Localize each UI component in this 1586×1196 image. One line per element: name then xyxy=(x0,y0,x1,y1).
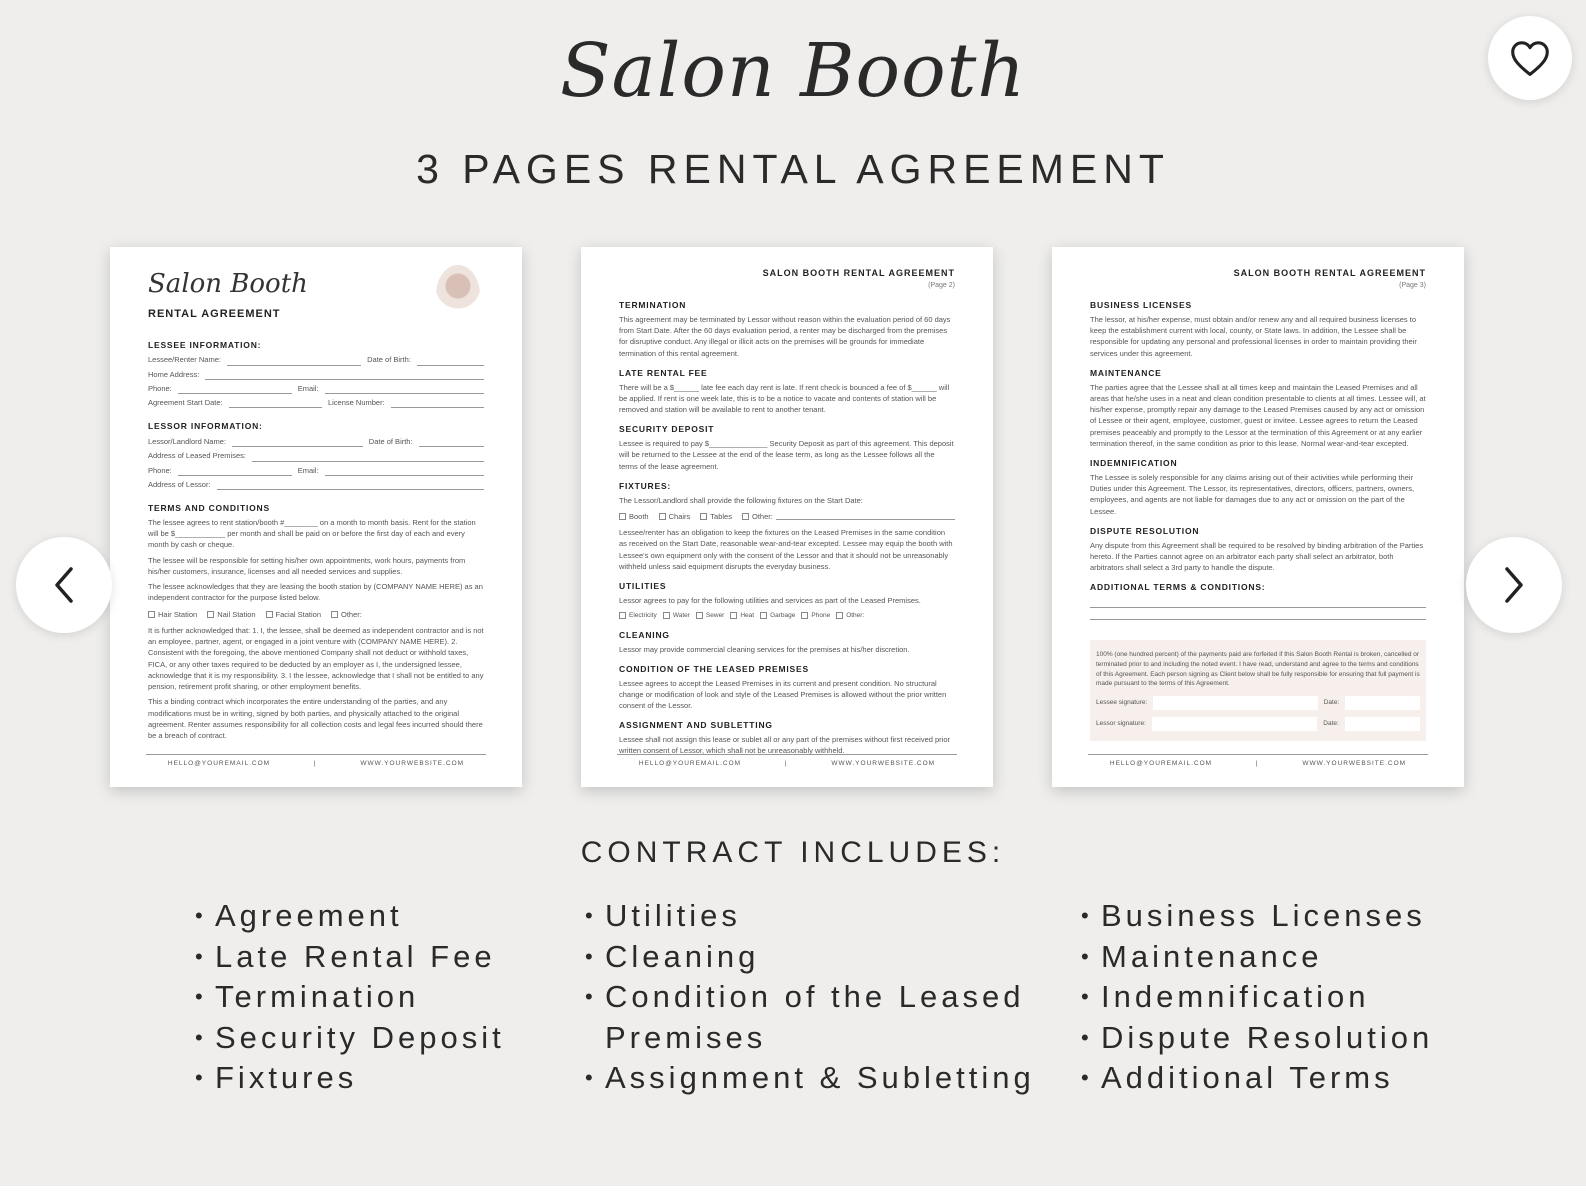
section-text: The Lessee is solely responsible for any claims arising out of their activities while performing their Duties under this Agreement. The Lessor, its representatives, directors, officers, partners, owners, employees, and agents are not liable for damages due to any act or omission on the part of the Lessee. xyxy=(1090,472,1415,516)
lessee-signature-label: Lessee signature: xyxy=(1096,699,1148,707)
footer-separator: | xyxy=(784,760,788,768)
signature-box xyxy=(1090,640,1426,741)
field-label: Address of Leased Premises: xyxy=(148,451,246,461)
section-heading: UTILITIES xyxy=(619,581,667,591)
page1-title: RENTAL AGREEMENT xyxy=(148,308,281,320)
list-item: • Business Licenses xyxy=(1081,896,1433,937)
terms-paragraph: It is further acknowledged that: 1. I, the lessee, shall be deemed as independent contractor and is not an employee, partner, agent, or engaged in a joint venture with (COMPANY NAME HERE). 2. Consistent with the foregoing, the above mentioned Company shall not deduct or withhold taxes, FICA, or any other taxes required to be deducted by an employer as I, the undersigned lessee, acknowledge that it is my responsibility. 3. I the lessee, acknowledge that I shall not be entitled to any pension, retirement profit sharing, or other employment benefits. xyxy=(148,625,484,691)
forfeit-text: 100% (one hundred percent) of the payments paid are forfeited if this Salon Booth Rental is broken, cancelled or terminated prior to and including the noted event. I have read, understand and agree to the terms and conditions of this Agreement. Each person signing as Client below shall be fully responsible for ensuring that full payment is made pursuant to the terms of this Agreement. xyxy=(1096,651,1420,688)
field-label: License Number: xyxy=(327,398,385,407)
includes-list-3 xyxy=(1081,896,1433,1099)
section-text: There will be a $______ late fee each day rent is late. If rent check is bounced a fee of $______ will be applied. If rent is one week late, this is to be a notice to vacate and contents of station will be removed and station will be available to rent to another tenant. xyxy=(619,382,950,414)
list-item: • Condition of the Leased xyxy=(585,977,1035,1018)
section-text: The lessor, at his/her expense, must obtain and/or renew any and all required business licenses to keep the establishment current with local, county, or State laws. In addition, the Lessee shall be responsible for updating any personal and professional licenses in order to maintain providing their services under this agreement. xyxy=(1090,314,1417,358)
section-heading: BUSINESS LICENSES xyxy=(1090,300,1192,310)
terms-paragraph: The lessee will be responsible for setting his/her own appointments, work hours, payments from his/her customers, insurance, licenses and all needed services and supplies. xyxy=(148,555,466,576)
page-footer xyxy=(617,754,957,769)
contract-includes-title: CONTRACT INCLUDES: xyxy=(580,836,1006,869)
list-item: • Maintenance xyxy=(1081,937,1433,978)
list-item-continuation: Premises xyxy=(605,1019,767,1055)
heart-icon xyxy=(1509,39,1551,77)
list-item: • Additional Terms xyxy=(1081,1058,1433,1099)
terms-paragraph: The lessee acknowledges that they are leasing the booth station by (COMPANY NAME HERE) as an independent contractor for the purpose listed below. xyxy=(148,582,483,603)
footer-separator: | xyxy=(313,760,317,768)
floral-illustration xyxy=(436,265,480,325)
list-item: • Cleaning xyxy=(585,937,1035,978)
checkbox-other: Other: xyxy=(742,511,955,522)
section-heading: CLEANING xyxy=(619,629,670,640)
list-item: • Late Rental Fee xyxy=(195,937,505,978)
list-item: • Indemnification xyxy=(1081,977,1433,1018)
section-heading: ADDITIONAL TERMS & CONDITIONS: xyxy=(1090,582,1266,593)
field-label: Email: xyxy=(297,465,319,475)
checkbox-facial-station: Facial Station xyxy=(266,609,321,620)
page3-number: (Page 3) xyxy=(1399,281,1426,289)
terms-paragraph: This a binding contract which incorporates the entire understanding of the parties, and any modifications must be in writing, signed by both parties, and physically attached to the original agreement. Renter assumes responsibility for all collection costs and legal fees incurred should there be a breach of contract. xyxy=(148,697,483,740)
section-text: The Lessor/Landlord shall provide the following fixtures on the Start Date: xyxy=(619,495,863,505)
section-heading: MAINTENANCE xyxy=(1090,367,1162,378)
section-text: Lessee is required to pay $______________ Security Deposit as part of this agreement. This deposit will be returned to the Lessee at the end of the lease term, as long as the Lessee follows all the terms of the lease agreement. xyxy=(619,439,954,471)
chevron-right-icon xyxy=(1499,565,1529,605)
previous-image-button[interactable] xyxy=(16,537,112,633)
field-label: Email: xyxy=(297,383,319,393)
list-item: • Utilities xyxy=(585,896,1035,937)
agreement-page-1 xyxy=(110,247,522,787)
terms-heading: TERMS AND CONDITIONS xyxy=(148,503,270,513)
blank-line xyxy=(1090,596,1426,608)
lessee-info-heading: LESSEE INFORMATION: xyxy=(148,339,262,350)
section-heading: TERMINATION xyxy=(619,300,687,310)
agreement-page-3 xyxy=(1052,247,1464,787)
footer-website: WWW.YOURWEBSITE.COM xyxy=(831,760,936,768)
date-label: Date: xyxy=(1323,720,1339,728)
checkbox-electricity: Electricity xyxy=(619,611,657,621)
lessor-info-heading: LESSOR INFORMATION: xyxy=(148,421,263,432)
favorite-button[interactable] xyxy=(1488,16,1572,100)
checkbox-tables: Tables xyxy=(700,511,732,522)
section-text: Lessee/renter has an obligation to keep the fixtures on the Leased Premises in the same condition as received on the Start Date, reasonable wear-and-tear excepted. Lessee may equip the booth with Lessee's own equipment only with the consent of the Lessor and that it should not be unreasonably withheld unless said equipment disrupts the everyday business. xyxy=(619,528,953,571)
checkbox-booth: Booth xyxy=(619,511,649,522)
checkbox-garbage: Garbage xyxy=(760,611,795,621)
checkbox-phone: Phone xyxy=(801,611,830,621)
section-text: This agreement may be terminated by Lessor without reason within the evaluation period of 60 days from Start Date. After the 60 days evaluation period, a renter may be discharged from the premises for disruptive conduct. Any illegal or illicit acts on the premises will be grounds for immediate termination of this rental agreement. xyxy=(619,314,951,358)
date-label: Date: xyxy=(1323,699,1340,707)
page-title: 3 PAGES RENTAL AGREEMENT xyxy=(416,146,1170,192)
section-text: Any dispute from this Agreement shall be required to be resolved by binding arbitration of the Parties hereto. If the Parties cannot agree on an arbitrator each party shall select an arbitrator, both arbitrators shall select a 3rd party to handle the dispute. xyxy=(1090,540,1424,572)
list-item: • Fixtures xyxy=(195,1058,505,1099)
blank-line xyxy=(1090,608,1426,620)
checkbox-water: Water xyxy=(663,611,690,621)
field-label: Phone: xyxy=(148,465,172,475)
checkbox-heat: Heat xyxy=(730,611,754,621)
list-item: • Termination xyxy=(195,977,505,1018)
footer-email: HELLO@YOUREMAIL.COM xyxy=(167,760,271,768)
section-heading: DISPUTE RESOLUTION xyxy=(1090,525,1200,536)
section-heading: SECURITY DEPOSIT xyxy=(619,424,715,435)
section-text: Lessor agrees to pay for the following utilities and services as part of the Leased Premises. xyxy=(619,595,921,605)
page2-heading: SALON BOOTH RENTAL AGREEMENT xyxy=(762,268,955,278)
terms-paragraph: The lessee agrees to rent station/booth #________ on a month to month basis. Rent for the station will be $____________ per month and shall be paid on or before the first day of each and every month by cash or cheque. xyxy=(148,517,476,550)
checkbox-other: Other: xyxy=(836,611,864,621)
chevron-left-icon xyxy=(49,565,79,605)
field-label: Home Address: xyxy=(148,369,200,379)
footer-email: HELLO@YOUREMAIL.COM xyxy=(1109,760,1213,768)
footer-website: WWW.YOURWEBSITE.COM xyxy=(1302,760,1407,768)
field-label: Phone: xyxy=(148,383,172,393)
field-label: Date of Birth: xyxy=(367,355,411,365)
list-item: • Security Deposit xyxy=(195,1018,505,1059)
section-text: Lessee shall not assign this lease or sublet all or any part of the premises without first received prior written consent of Lessor, which shall not be unreasonably withheld. xyxy=(619,735,950,756)
list-item: • Agreement xyxy=(195,896,505,937)
page1-script-title: Salon Booth xyxy=(148,269,308,299)
footer-separator: | xyxy=(1255,760,1259,768)
lessor-signature-label: Lessor signature: xyxy=(1096,720,1146,728)
footer-website: WWW.YOURWEBSITE.COM xyxy=(360,760,465,768)
field-label: Lessor/Landlord Name: xyxy=(148,437,226,446)
date-field xyxy=(1345,717,1420,731)
section-text: Lessee agrees to accept the Leased Premises in its current and present condition. No structural change or modification of look and style of the Leased Premises is allowed without the prior written consent of the Lessor. xyxy=(619,678,947,710)
field-label: Lessee/Renter Name: xyxy=(148,355,221,365)
section-heading: FIXTURES: xyxy=(619,480,672,491)
page2-number: (Page 2) xyxy=(928,281,955,289)
agreement-page-2 xyxy=(581,247,993,787)
section-heading: ASSIGNMENT AND SUBLETTING xyxy=(619,720,773,731)
list-item: • Assignment & Subletting xyxy=(585,1058,1035,1099)
section-heading: INDEMNIFICATION xyxy=(1090,458,1178,468)
section-text: Lessor may provide commercial cleaning services for the premises at his/her discretion. xyxy=(619,644,910,654)
next-image-button[interactable] xyxy=(1466,537,1562,633)
date-field xyxy=(1345,696,1420,710)
section-heading: CONDITION OF THE LEASED PREMISES xyxy=(619,663,809,674)
page-footer xyxy=(1088,754,1428,769)
field-label: Address of Lessor: xyxy=(148,479,211,489)
field-label: Date of Birth: xyxy=(368,437,413,446)
lessee-signature-field xyxy=(1153,696,1317,710)
checkbox-sewer: Sewer xyxy=(696,611,724,621)
checkbox-chairs: Chairs xyxy=(659,511,691,522)
field-label: Agreement Start Date: xyxy=(148,398,223,407)
section-heading: LATE RENTAL FEE xyxy=(619,367,708,378)
footer-email: HELLO@YOUREMAIL.COM xyxy=(638,760,742,768)
checkbox-other: Other: xyxy=(331,609,362,620)
brand-script-title: Salon Booth xyxy=(559,28,1027,114)
checkbox-hair-station: Hair Station xyxy=(148,609,197,620)
page-footer xyxy=(146,754,486,769)
page3-heading: SALON BOOTH RENTAL AGREEMENT xyxy=(1233,268,1426,278)
includes-list-2 xyxy=(585,896,1035,1099)
section-text: The parties agree that the Lessee shall at all times keep and maintain the Leased Premises and all areas that he/she uses in a neat and clean condition presentable to clients at all times. Lessee will, at his/her expense, promptly repair any damage to the Leased Premises caused by any act or omission of Lessee or their agent, employee, customer, guest or invitee. Lessee agrees to return the Leased premises peaceably and promptly to the Lessor at the termination of this Agreement or at any earlier termination thereof, in the same condition as prior to this lease. Normal wear-and-tear excepted. xyxy=(1090,382,1426,448)
lessor-signature-field xyxy=(1152,717,1317,731)
includes-list-1 xyxy=(195,896,505,1099)
list-item: • Dispute Resolution xyxy=(1081,1018,1433,1059)
checkbox-nail-station: Nail Station xyxy=(207,609,255,620)
